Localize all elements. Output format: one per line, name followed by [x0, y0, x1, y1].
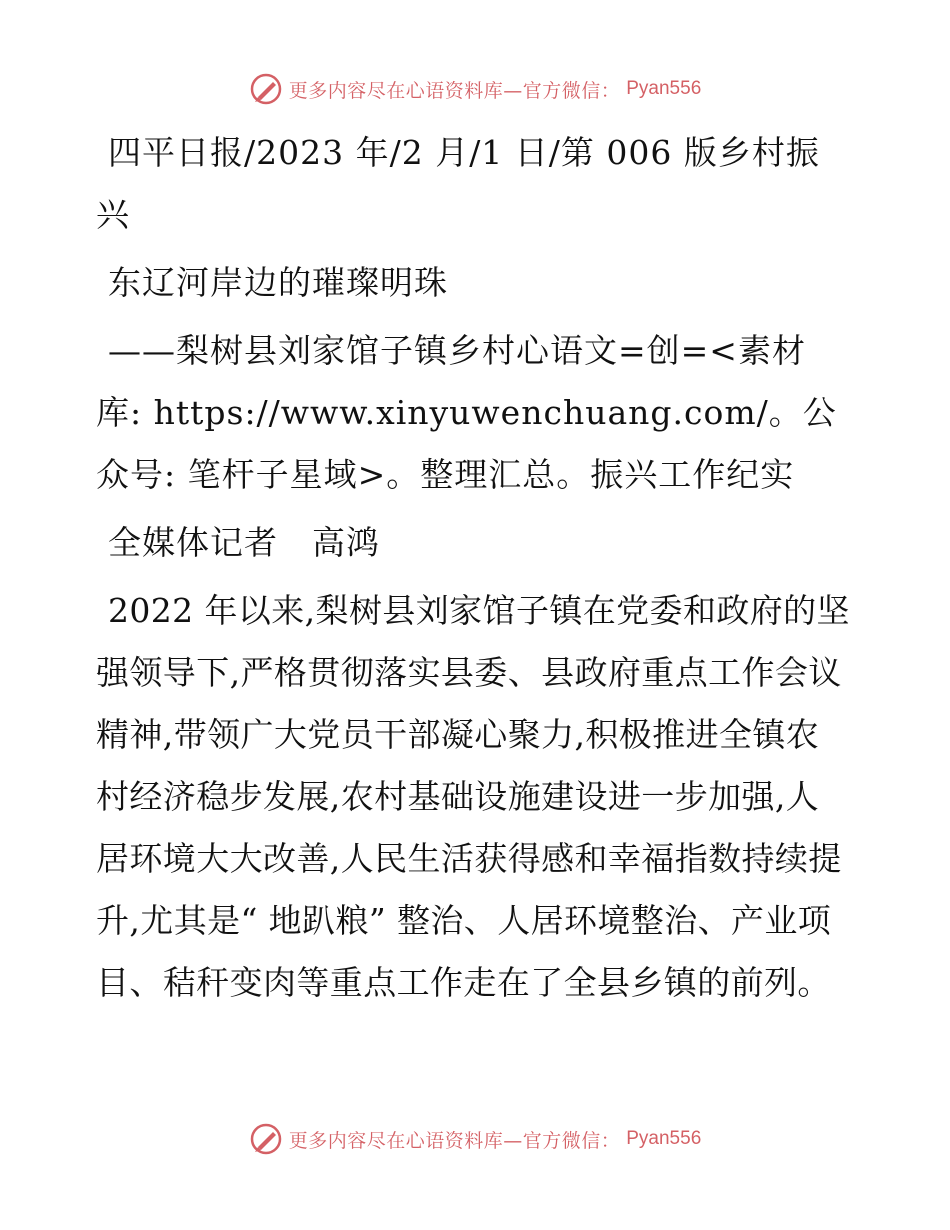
header-watermark	[0, 72, 950, 106]
watermark-text: 更多内容尽在心语资料库—官方微信：	[288, 79, 621, 102]
article-source: 四平日报/2023 年/2 月/1 日/第 006 版乡村振兴	[96, 133, 820, 234]
article-subtitle: ——梨树县刘家馆子镇乡村心语文=创=<素材库: https://www.xinyuwenchuang.com/。公众号: 笔杆子星域>。整理汇总。振兴工作纪实	[96, 331, 837, 494]
watermark-text: 更多内容尽在心语资料库—官方微信：	[288, 1129, 621, 1152]
article-content	[96, 122, 852, 1014]
pen-logo-icon	[249, 1122, 283, 1156]
article-title: 东辽河岸边的璀璨明珠	[108, 263, 448, 302]
article-body: 2022 年以来,梨树县刘家馆子镇在党委和政府的坚强领导下,严格贯彻落实县委、县政府重点工作会议精神,带领广大党员干部凝心聚力,积极推进全镇农村经济稳步发展,农村基础设施建设进一步加强,人居环境大大改善,人民生活获得感和幸福指数持续提升,尤其是“ 地趴粮” 整治、人居环境整治、产业项目、秸秆变肉等重点工作走在了全县乡镇的前列。	[96, 591, 850, 1002]
article-author: 全媒体记者 高鸿	[108, 523, 380, 562]
watermark-wechat-id: Pyan556	[626, 1128, 702, 1149]
footer-watermark	[0, 1122, 950, 1156]
pen-logo-icon	[249, 72, 283, 106]
watermark-wechat-id: Pyan556	[626, 78, 702, 99]
